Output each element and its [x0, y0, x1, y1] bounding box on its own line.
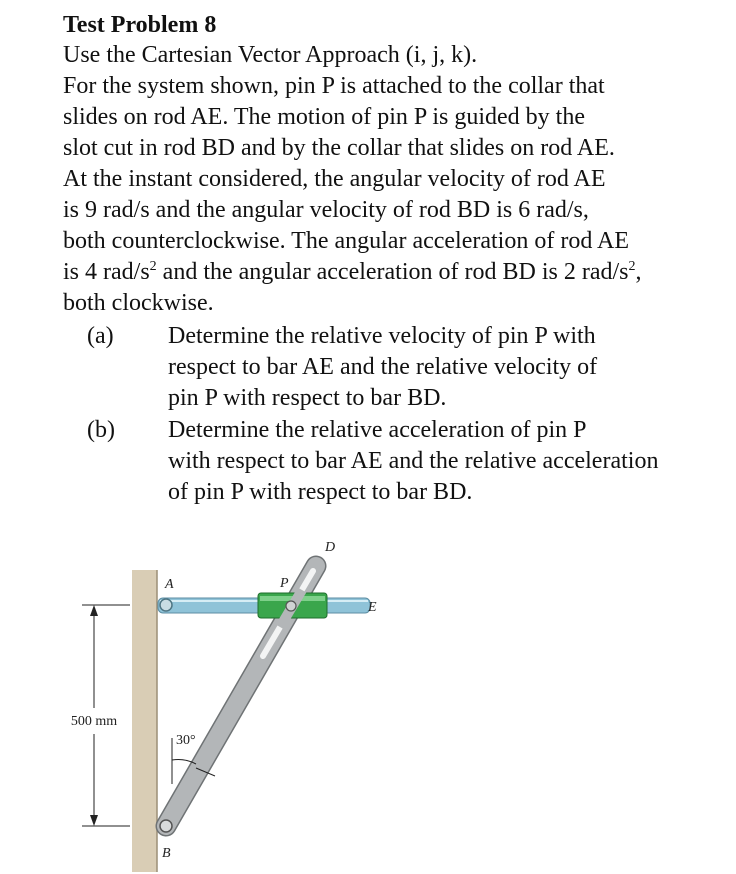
- accel-sup-2: 2: [628, 259, 636, 274]
- part-a-line: pin P with respect to bar BD.: [168, 385, 447, 411]
- part-a-label: (a): [87, 323, 114, 349]
- part-b-label: (b): [87, 417, 115, 443]
- intro-line: For the system shown, pin P is attached to the collar that: [63, 73, 605, 99]
- dimension-label: 500 mm: [70, 714, 118, 729]
- dim-arrow-up-icon: [90, 605, 98, 616]
- pin-b-icon: [160, 820, 172, 832]
- accel-text-3: ,: [635, 259, 642, 285]
- label-a: A: [165, 577, 174, 592]
- label-d: D: [325, 540, 336, 555]
- intro-line: At the instant considered, the angular velocity of rod AE: [63, 166, 606, 192]
- accel-sup-1: 2: [149, 259, 157, 274]
- intro-line: Use the Cartesian Vector Approach (i, j, k).: [63, 42, 478, 68]
- angle-label: 30°: [176, 733, 196, 748]
- mechanism-figure: [0, 520, 736, 874]
- intro-line: both counterclockwise. The angular acceleration of rod AE: [63, 228, 630, 254]
- problem-title: Test Problem 8: [63, 12, 217, 38]
- accel-text-2: and the angular acceleration of rod BD is 2 rad/s: [156, 259, 629, 285]
- intro-line: slides on rod AE. The motion of pin P is guided by the: [63, 104, 585, 130]
- part-b-line: Determine the relative acceleration of pin P: [168, 417, 587, 443]
- angular-acceleration-line: [63, 257, 642, 287]
- part-b-line: with respect to bar AE and the relative acceleration: [168, 448, 659, 474]
- wall: [132, 570, 157, 872]
- label-p: P: [280, 576, 289, 591]
- closing-line: both clockwise.: [63, 290, 214, 316]
- part-a-line: Determine the relative velocity of pin P with: [168, 323, 596, 349]
- label-b: B: [162, 846, 171, 861]
- pin-a-icon: [160, 599, 172, 611]
- intro-line: is 9 rad/s and the angular velocity of rod BD is 6 rad/s,: [63, 197, 589, 223]
- part-b-line: of pin P with respect to bar BD.: [168, 479, 473, 505]
- pin-p-icon: [286, 601, 296, 611]
- dim-arrow-down-icon: [90, 815, 98, 826]
- intro-line: slot cut in rod BD and by the collar that slides on rod AE.: [63, 135, 615, 161]
- part-a-line: respect to bar AE and the relative velocity of: [168, 354, 598, 380]
- accel-text-1: is 4 rad/s: [63, 259, 150, 285]
- label-e: E: [368, 600, 377, 615]
